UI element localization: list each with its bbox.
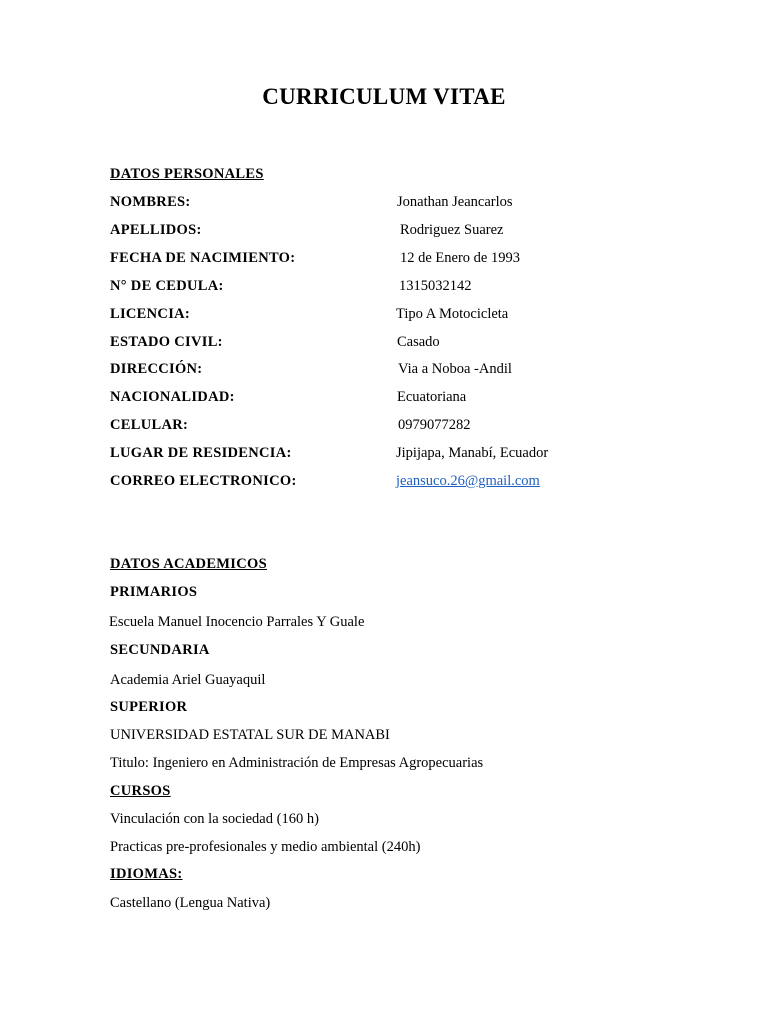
personal-data-heading: DATOS PERSONALES — [110, 166, 264, 182]
field-value-direccion: Via a Noboa -Andil — [398, 361, 512, 377]
document-title: CURRICULUM VITAE — [262, 84, 506, 109]
courses-heading: CURSOS — [110, 783, 171, 799]
field-value-estado-civil: Casado — [397, 334, 440, 350]
field-label-cedula: N° DE CEDULA: — [110, 278, 224, 294]
field-label-nombres: NOMBRES: — [110, 194, 191, 210]
field-value-cedula: 1315032142 — [399, 278, 472, 294]
field-label-correo: CORREO ELECTRONICO: — [110, 473, 297, 489]
languages-heading: IDIOMAS: — [110, 866, 183, 882]
academic-data-heading: DATOS ACADEMICOS — [110, 556, 267, 572]
language-item: Castellano (Lengua Nativa) — [110, 895, 271, 911]
field-label-estado-civil: ESTADO CIVIL: — [110, 334, 223, 350]
secondary-heading: SECUNDARIA — [110, 642, 210, 658]
field-label-direccion: DIRECCIÓN: — [110, 361, 203, 377]
field-label-celular: CELULAR: — [110, 417, 189, 433]
field-value-nacionalidad: Ecuatoriana — [397, 389, 467, 405]
field-label-fecha-nacimiento: FECHA DE NACIMIENTO: — [110, 250, 296, 266]
course-item: Practicas pre-profesionales y medio ambiental (240h) — [110, 839, 421, 855]
course-item: Vinculación con la sociedad (160 h) — [110, 811, 319, 827]
field-label-licencia: LICENCIA: — [110, 306, 191, 322]
primary-heading: PRIMARIOS — [110, 584, 198, 600]
field-value-nombres: Jonathan Jeancarlos — [397, 194, 513, 210]
field-value-apellidos: Rodriguez Suarez — [400, 222, 504, 238]
email-link[interactable]: jeansuco.26@gmail.com — [396, 473, 540, 489]
superior-heading: SUPERIOR — [110, 699, 188, 715]
field-label-nacionalidad: NACIONALIDAD: — [110, 389, 235, 405]
field-value-celular: 0979077282 — [398, 417, 471, 433]
field-label-residencia: LUGAR DE RESIDENCIA: — [110, 445, 292, 461]
degree-title: Titulo: Ingeniero en Administración de Empresas Agropecuarias — [110, 755, 484, 771]
field-label-apellidos: APELLIDOS: — [110, 222, 202, 238]
university-name: UNIVERSIDAD ESTATAL SUR DE MANABI — [110, 727, 390, 743]
field-value-residencia: Jipijapa, Manabí, Ecuador — [396, 445, 549, 461]
secondary-school: Academia Ariel Guayaquil — [110, 672, 266, 688]
field-value-licencia: Tipo A Motocicleta — [396, 306, 509, 322]
primary-school: Escuela Manuel Inocencio Parrales Y Guale — [109, 614, 365, 630]
field-value-fecha-nacimiento: 12 de Enero de 1993 — [400, 250, 520, 266]
